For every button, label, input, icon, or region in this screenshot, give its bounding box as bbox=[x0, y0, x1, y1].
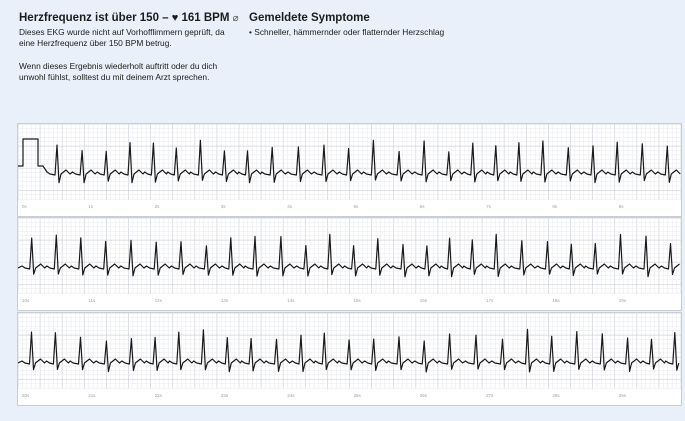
result-advice: Wenn dieses Ergebnis wiederholt auftritt oder du dich unwohl fühlst, solltest du mit deinem Arzt sprechen. bbox=[19, 61, 218, 82]
time-label: 24s bbox=[287, 393, 295, 398]
time-label: 7s bbox=[486, 204, 491, 209]
result-header bbox=[19, 12, 679, 112]
time-label: 20s bbox=[22, 393, 30, 398]
result-title bbox=[19, 12, 239, 24]
time-label: 26s bbox=[419, 393, 428, 398]
time-label: 15s bbox=[353, 298, 361, 303]
time-label: 3s bbox=[220, 204, 226, 209]
time-label: 22s bbox=[154, 393, 162, 398]
time-label: 1s bbox=[88, 204, 94, 209]
bpm-value: 161 BPM bbox=[181, 12, 230, 24]
ecg-trace bbox=[18, 234, 680, 276]
time-label: 13s bbox=[220, 298, 229, 303]
ecg-strip-3 bbox=[17, 312, 682, 406]
time-label: 12s bbox=[154, 298, 162, 303]
ecg-strip-1 bbox=[17, 123, 682, 217]
time-label: 10s bbox=[22, 298, 30, 303]
reported-symptoms bbox=[249, 12, 449, 38]
time-label: 17s bbox=[486, 298, 494, 303]
time-label: 4s bbox=[287, 204, 292, 209]
time-label: 23s bbox=[220, 393, 229, 398]
time-label: 6s bbox=[419, 204, 425, 209]
time-label: 0s bbox=[22, 204, 27, 209]
average-icon: ⌀ bbox=[232, 13, 239, 24]
time-label: 5s bbox=[353, 204, 359, 209]
result-summary bbox=[19, 12, 239, 95]
time-label: 27s bbox=[486, 393, 494, 398]
ecg-strip-2 bbox=[17, 217, 682, 311]
time-label: 2s bbox=[154, 204, 160, 209]
time-label: 11s bbox=[88, 298, 96, 303]
time-label: 18s bbox=[552, 298, 560, 303]
time-label: 8s bbox=[552, 204, 558, 209]
ecg-trace bbox=[18, 329, 679, 372]
symptom-item: • Schneller, hämmernder oder flatternder Herzschlag bbox=[249, 27, 445, 37]
symptoms-title: Gemeldete Symptome bbox=[249, 12, 370, 24]
time-label: 21s bbox=[88, 393, 96, 398]
heart-icon: ♥ bbox=[171, 12, 179, 24]
result-description: Dieses EKG wurde nicht auf Vorhofflimmern geprüft, da eine Herzfrequenz über 150 BPM betrug. bbox=[19, 27, 225, 48]
time-label: 25s bbox=[353, 393, 361, 398]
title-prefix: Herzfrequenz ist über 150 – bbox=[19, 12, 172, 24]
time-label: 16s bbox=[419, 298, 428, 303]
ecg-grid bbox=[18, 218, 681, 294]
time-label: 19s bbox=[618, 298, 626, 303]
time-label: 29s bbox=[618, 393, 626, 398]
time-label: 9s bbox=[618, 204, 624, 209]
time-label: 28s bbox=[552, 393, 560, 398]
time-label: 14s bbox=[287, 298, 295, 303]
